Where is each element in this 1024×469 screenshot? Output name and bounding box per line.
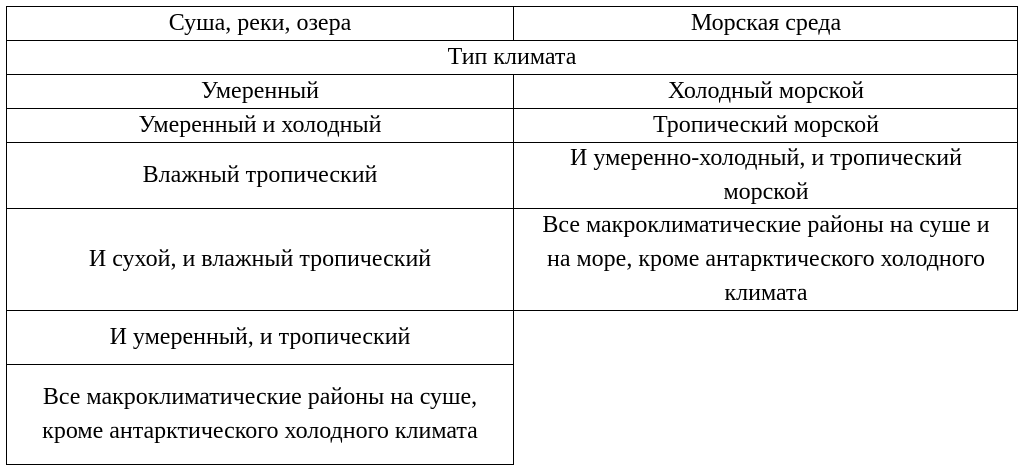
header-cell-sea: Морская среда [690, 10, 842, 36]
header-cell-land: Суша, реки, озера [168, 10, 352, 36]
table-cell-land: И сухой, и влажный тропический [88, 246, 432, 272]
table-divider [6, 310, 1018, 311]
climate-type-label: Тип климата [447, 44, 577, 70]
table-border-top [6, 6, 1018, 7]
table-divider [6, 74, 1018, 75]
table-border-right [1017, 6, 1018, 311]
table-divider [6, 142, 1018, 143]
table-divider [6, 364, 514, 365]
table-border-bottom [6, 464, 514, 465]
table-cell-sea: И умеренно-холодный, и тропический морской [570, 145, 962, 205]
table-divider [6, 208, 1018, 209]
table-cell-land: Все макроклиматические районы на суше, кроме антарктического холодного климата [42, 384, 478, 444]
table-cell-sea: Холодный морской [668, 78, 864, 104]
table-divider [6, 108, 1018, 109]
table-divider-vertical [513, 74, 514, 465]
table-cell-land: Умеренный и холодный [138, 112, 382, 138]
table-cell-sea: Все макроклиматические районы на суше и на море, кроме антарктического холодного климата [542, 212, 990, 306]
table-divider-vertical [513, 6, 514, 40]
table-cell-land: Умеренный [200, 78, 320, 104]
table-divider [6, 40, 1018, 41]
table-border-left [6, 6, 7, 465]
table-cell-land: И умеренный, и тропический [109, 324, 411, 350]
table-cell-sea: Тропический морской [653, 112, 879, 138]
table-cell-land: Влажный тропический [142, 162, 378, 188]
